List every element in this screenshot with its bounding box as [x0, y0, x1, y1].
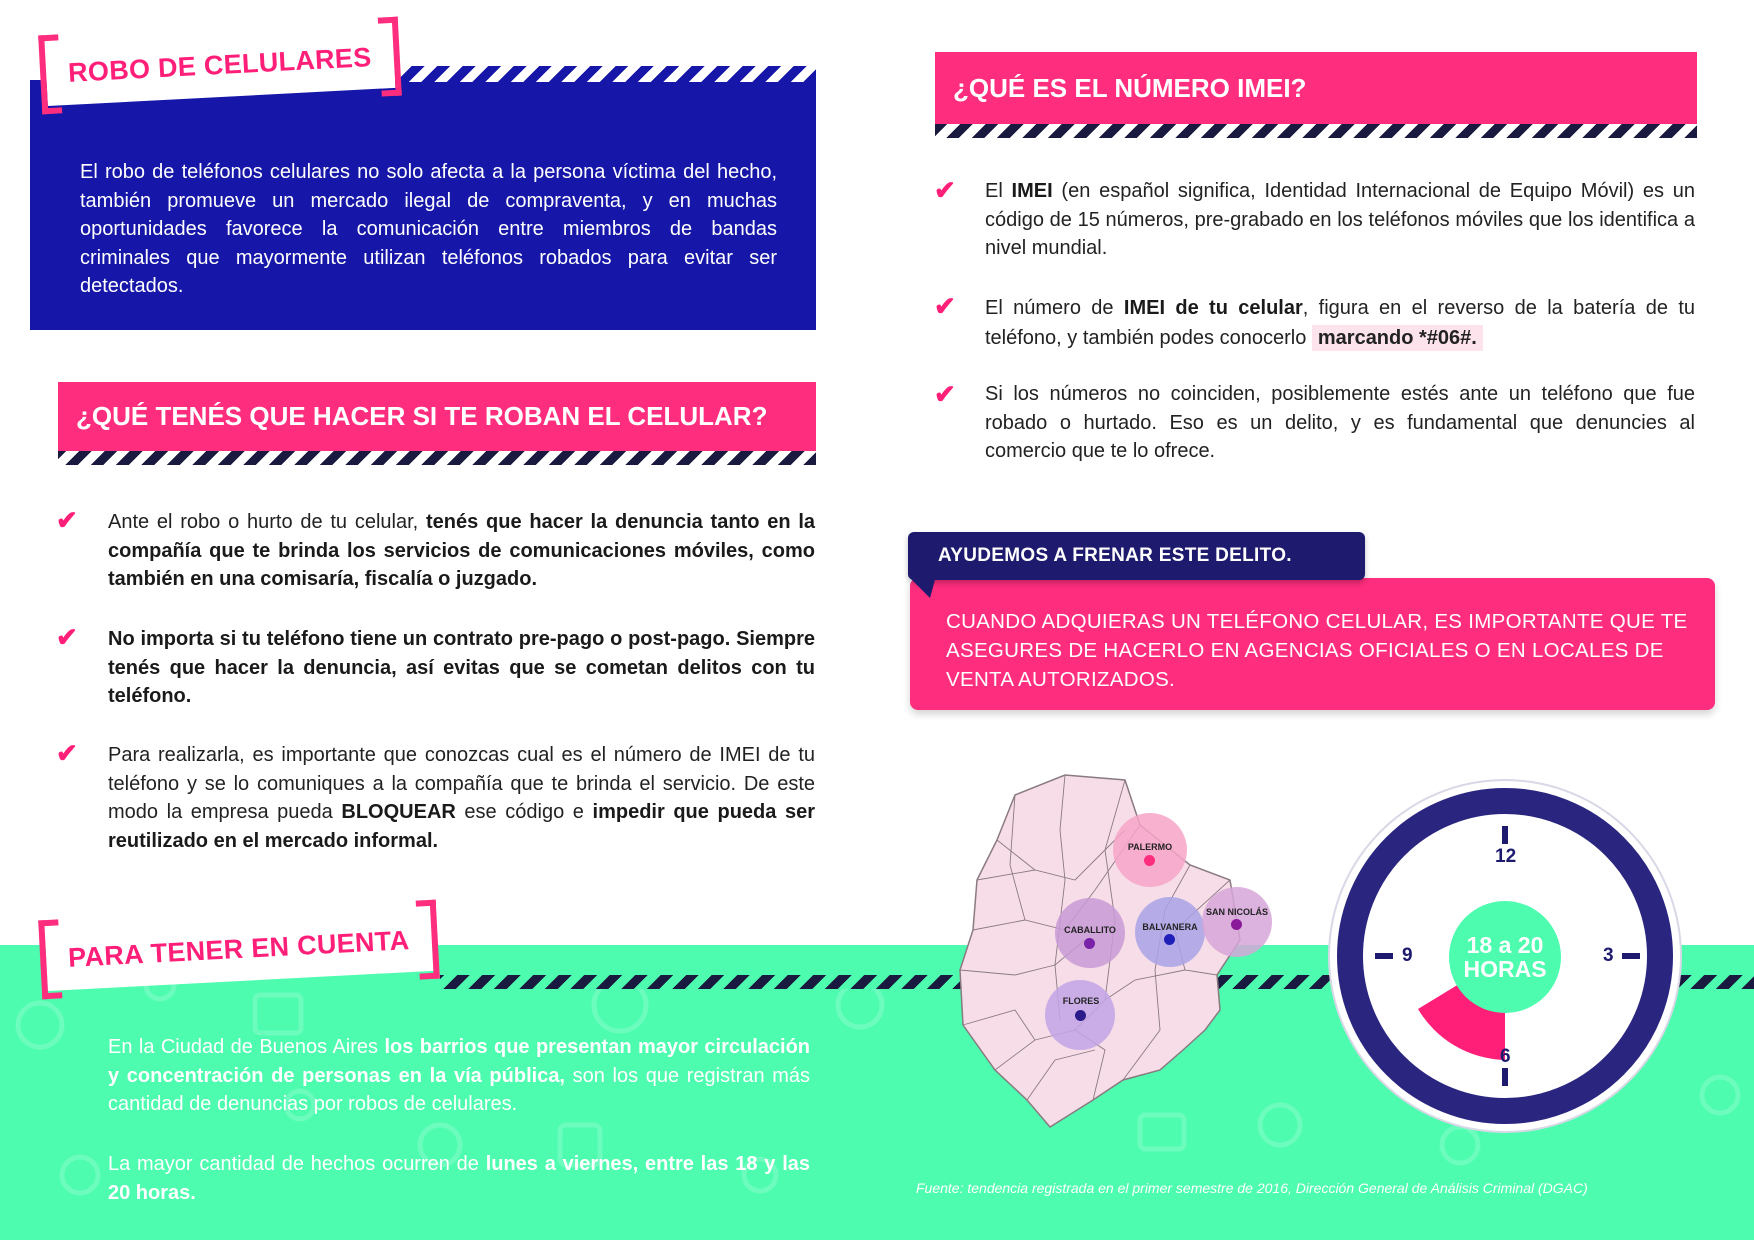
que-hacer-stripes [58, 451, 816, 465]
map-label-san-nicolas: SAN NICOLÁS [1205, 907, 1268, 917]
item-1-bold: tenés que hacer la denuncia tanto en la compañía que te brinda los servicios de comunicaciones móviles, como también en una comisaría, fiscalía o juzgado. [108, 511, 816, 590]
map-pin-flores [1075, 1010, 1086, 1021]
item-3-text-a: Para realizarla, es importante que conozcas cual es el número de IMEI de tu teléfono y se lo comuniques a la compañía que te brinda el servicio. De este modo la empresa pueda [108, 744, 815, 823]
clock-tick-3 [1622, 953, 1640, 959]
check-icon: ✔ [934, 379, 956, 409]
imei-item-2 [985, 293, 1695, 353]
check-icon: ✔ [934, 291, 956, 321]
ayudemos-title-tab [908, 532, 1365, 580]
item-2-bold: No importa si tu teléfono tiene un contrato pre-pago o post-pago. Siempre tenés que hacer la denuncia, así evitas que se cometan delitos con tu teléfono. [108, 628, 815, 707]
clock-label-line-2: HORAS [1463, 956, 1547, 982]
check-icon: ✔ [56, 505, 78, 535]
map-label-balvanera: BALVANERA [1142, 922, 1198, 932]
clock-label-circle [1449, 901, 1561, 1013]
clock-tick-9 [1375, 953, 1393, 959]
imei-item-3: Si los números no coinciden, posiblemente estés ante un teléfono que fue robado o hurtado. Eso es un delito, y es fundamental que denuncies al comercio que te lo ofrece. [985, 383, 1695, 462]
imei-item-1 [985, 177, 1695, 263]
clock-number-12: 12 [1495, 846, 1517, 867]
map-label-palermo: PALERMO [1127, 842, 1173, 852]
map-pin-balvanera [1164, 934, 1175, 945]
robo-title: ROBO DE CELULARES [67, 42, 373, 88]
map-pin-san-nicolas [1231, 919, 1242, 930]
imei-2-text-b: , figura en el reverso de la batería de tu teléfono, y también podes conocerlo [985, 297, 1696, 349]
item-1-text: Ante el robo o hurto de tu celular, [108, 511, 426, 533]
clock-number-9: 9 [1402, 945, 1413, 966]
clock-tick-6 [1502, 1068, 1508, 1086]
imei-1-bold: IMEI [1011, 180, 1053, 202]
imei-2-text-a: El número de [985, 297, 1124, 319]
que-hacer-item-3 [108, 741, 815, 855]
item-3-text-b: ese código e [455, 801, 593, 823]
cuenta-p2-bold: lunes a viernes, entre las 18 y las 20 horas. [108, 1153, 810, 1204]
cuenta-title: PARA TENER EN CUENTA [67, 925, 411, 973]
clock-tick-12 [1502, 826, 1508, 844]
imei-title: ¿QUÉ ES EL NÚMERO IMEI? [953, 72, 1307, 103]
cuenta-p1-bold: los barrios que presentan mayor circulación y concentración de personas en la vía pública, [108, 1036, 810, 1087]
check-icon: ✔ [56, 622, 78, 652]
que-hacer-item-2 [108, 625, 815, 711]
cuenta-p2-text: La mayor cantidad de hechos ocurren de [108, 1153, 486, 1175]
check-icon: ✔ [56, 738, 78, 768]
map-pin-palermo [1144, 855, 1155, 866]
robo-stripes [400, 66, 816, 82]
cuenta-p1-text-end: son los que registran más cantidad de denuncias por robos de celulares. [108, 1064, 811, 1115]
ayudemos-text: CUANDO ADQUIERAS UN TELÉFONO CELULAR, ES IMPORTANTE QUE TE ASEGURES DE HACERLO EN AGENCIAS OFICIALES O EN LOCALES DE VENTA AUTORIZADOS. [946, 610, 1688, 691]
check-icon: ✔ [934, 175, 956, 205]
que-hacer-title: ¿QUÉ TENÉS QUE HACER SI TE ROBAN EL CELULAR? [76, 401, 768, 431]
imei-1-text-a: El [985, 180, 1012, 202]
caba-map [955, 770, 1275, 1135]
robo-text: El robo de teléfonos celulares no solo afecta a la persona víctima del hecho, también promueve un mercado ilegal de compraventa, y en muchas oportunidades favorece la comunicación entre miembros de bandas criminales que mayormente utilizan teléfonos robados para evitar ser detectados. [80, 161, 777, 297]
item-3-bold-a: BLOQUEAR [341, 801, 456, 823]
map-label-flores: FLORES [1062, 996, 1100, 1006]
que-hacer-header [58, 382, 816, 451]
imei-header [935, 52, 1697, 124]
cuenta-paragraph-2 [108, 1150, 810, 1207]
clock-number-6: 6 [1500, 1046, 1511, 1067]
ayudemos-title: AYUDEMOS A FRENAR ESTE DELITO. [938, 545, 1292, 566]
map-pin-caballito [1084, 938, 1095, 949]
que-hacer-item-1 [108, 508, 815, 594]
ayudemos-tab-tail [908, 576, 936, 604]
cuenta-paragraph-1 [108, 1033, 810, 1119]
imei-2-bold: IMEI de tu celular [1123, 297, 1303, 319]
clock-number-3: 3 [1603, 945, 1614, 966]
imei-stripes [935, 124, 1697, 138]
cuenta-p1-text: En la Ciudad de Buenos Aires [108, 1036, 385, 1058]
fuente-note: Fuente: tendencia registrada en el primer semestre de 2016, Dirección General de Análisis Criminal (DGAC) [916, 1180, 1588, 1196]
item-3-bold-b: impedir que pueda ser reutilizado en el mercado informal. [108, 801, 816, 852]
clock-label-line-1: 18 a 20 [1466, 932, 1544, 958]
imei-1-text-b: (en español significa, Identidad Internacional de Equipo Móvil) es un código de 15 números, pre-grabado en los teléfonos móviles que los identifica a nivel mundial. [985, 180, 1695, 259]
map-label-caballito: CABALLITO [1064, 925, 1116, 935]
imei-2-highlight: marcando *#06#. [1312, 325, 1483, 351]
